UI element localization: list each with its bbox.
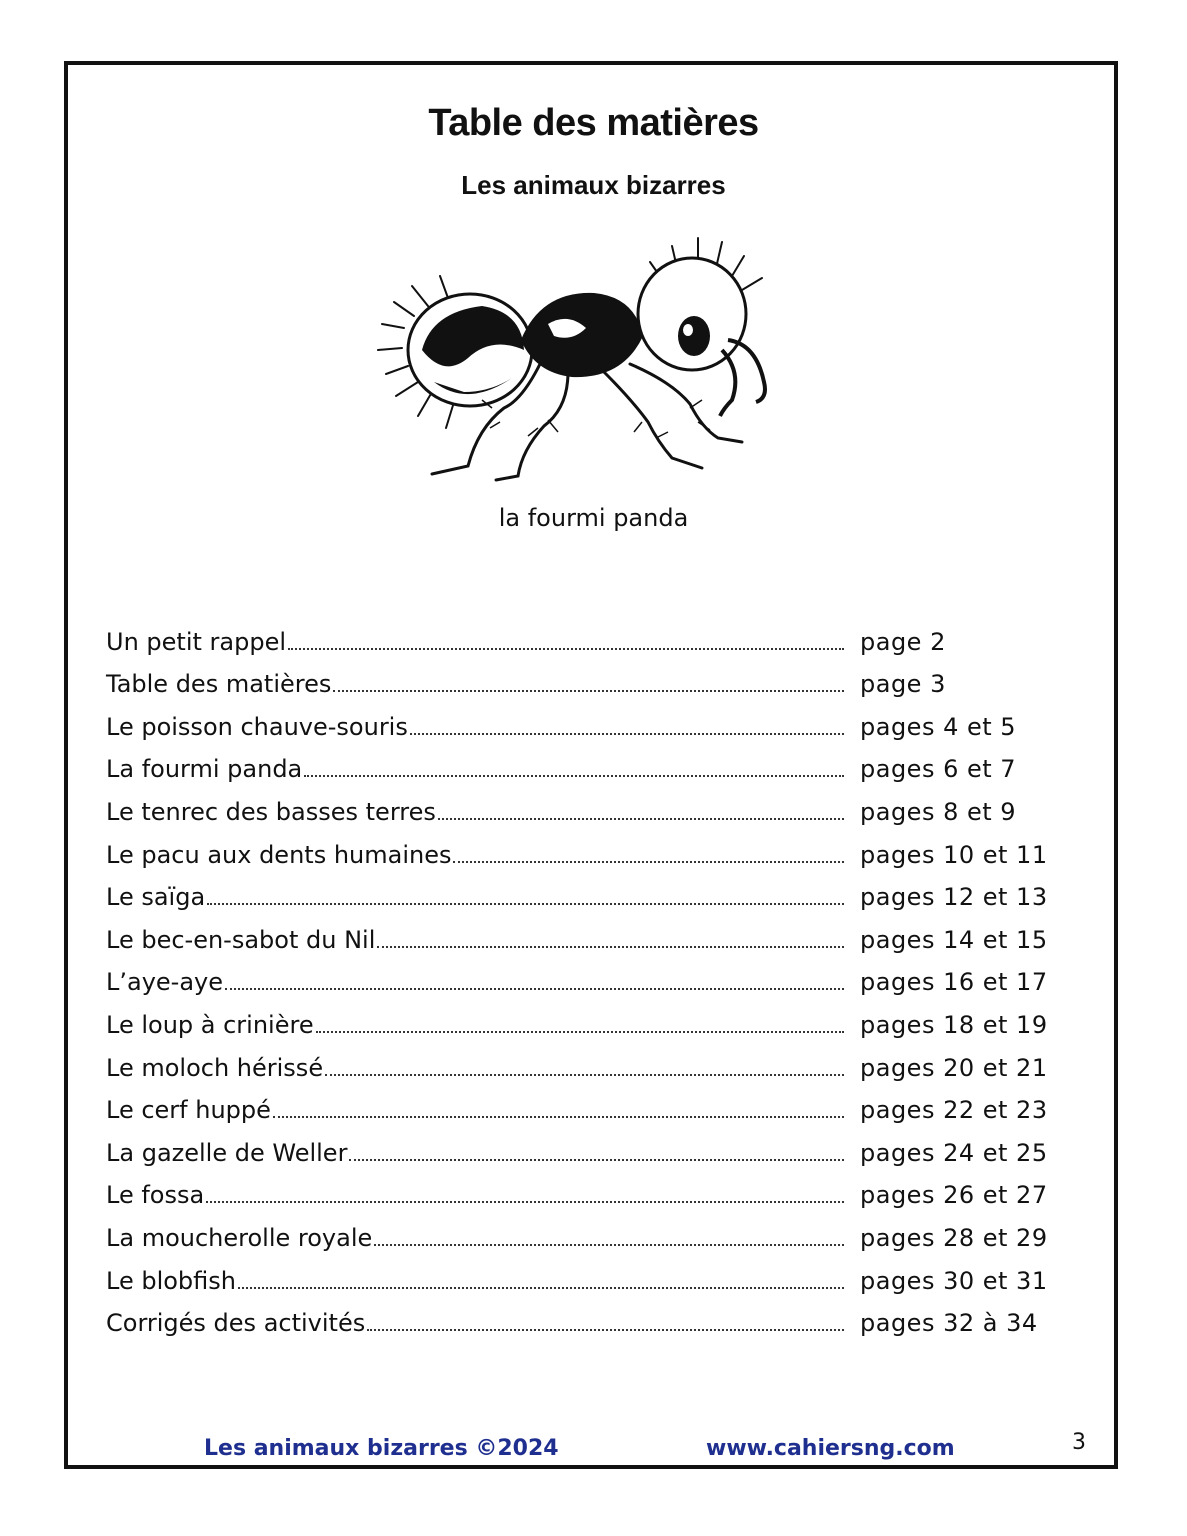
toc-row	[106, 614, 1086, 657]
toc-label: La moucherolle royale	[106, 1223, 373, 1252]
toc-row	[106, 955, 1086, 998]
dot-leader	[453, 861, 844, 863]
toc-entry	[106, 967, 846, 997]
dot-leader	[333, 690, 844, 692]
dot-leader	[374, 1244, 844, 1246]
toc-page-ref: pages 12 et 13	[860, 883, 1048, 912]
toc-page-ref: pages 18 et 19	[860, 1010, 1048, 1039]
toc-page-ref: pages 30 et 31	[860, 1266, 1048, 1295]
toc-page-ref: pages 28 et 29	[860, 1223, 1048, 1252]
toc-page-ref: pages 8 et 9	[860, 797, 1017, 826]
dot-leader	[238, 1287, 844, 1289]
toc-page-ref: pages 32 à 34	[860, 1309, 1038, 1338]
toc-label: La fourmi panda	[106, 755, 303, 784]
toc-label: Le pacu aux dents humaines	[106, 840, 452, 869]
toc-entry	[106, 669, 846, 699]
toc-label: Le blobfish	[106, 1266, 236, 1295]
toc-label: Un petit rappel	[106, 627, 286, 656]
toc-page-ref: pages 14 et 15	[860, 925, 1048, 954]
toc-entry	[106, 1266, 846, 1296]
toc-entry	[106, 840, 846, 870]
toc-label: Le tenrec des basses terres	[106, 797, 436, 826]
toc-label: Le cerf huppé	[106, 1096, 271, 1125]
toc-row	[106, 827, 1086, 870]
dot-leader	[288, 648, 844, 650]
toc-label: La gazelle de Weller	[106, 1138, 348, 1167]
toc-row	[106, 657, 1086, 700]
toc-row	[106, 784, 1086, 827]
toc-entry	[106, 797, 846, 827]
toc-row	[106, 912, 1086, 955]
toc-page-ref: pages 24 et 25	[860, 1138, 1048, 1167]
dot-leader	[325, 1074, 844, 1076]
dot-leader	[206, 1201, 844, 1203]
panda-ant-illustration	[372, 232, 792, 496]
toc-entry	[106, 627, 846, 657]
footer-website-link[interactable]: www.cahiersng.com	[706, 1436, 955, 1461]
toc-entry	[106, 882, 846, 912]
dot-leader	[367, 1329, 844, 1331]
toc-row	[106, 1040, 1086, 1083]
dot-leader	[349, 1159, 844, 1161]
dot-leader	[304, 775, 844, 777]
toc-entry	[106, 1053, 846, 1083]
footer-title: Les animaux bizarres ©2024	[204, 1436, 559, 1461]
dot-leader	[207, 903, 844, 905]
toc-row	[106, 1083, 1086, 1126]
dot-leader	[273, 1116, 844, 1118]
page-title: Table des matières	[428, 102, 759, 144]
dot-leader	[410, 733, 844, 735]
toc-row	[106, 1210, 1086, 1253]
toc-page-ref: pages 10 et 11	[860, 840, 1048, 869]
toc-entry	[106, 1180, 846, 1210]
toc-entry	[106, 925, 846, 955]
toc-entry	[106, 754, 846, 784]
toc-page-ref: page 2	[860, 627, 946, 656]
toc-label: Table des matières	[106, 670, 332, 699]
page-subtitle: Les animaux bizarres	[461, 170, 726, 200]
toc-page-ref: pages 6 et 7	[860, 755, 1017, 784]
toc-row	[106, 699, 1086, 742]
toc-row	[106, 997, 1086, 1040]
toc-entry	[106, 1138, 846, 1168]
toc-row	[106, 742, 1086, 785]
toc-entry	[106, 1308, 846, 1338]
toc-entry	[106, 712, 846, 742]
toc-label: Le loup à crinière	[106, 1010, 314, 1039]
dot-leader	[438, 818, 844, 820]
toc-entry	[106, 1095, 846, 1125]
toc-page-ref: page 3	[860, 670, 946, 699]
toc-label: Le poisson chauve-souris	[106, 712, 408, 741]
dot-leader	[377, 946, 844, 948]
dot-leader	[225, 988, 844, 990]
toc-row	[106, 1168, 1086, 1211]
toc-entry	[106, 1223, 846, 1253]
toc-label: Le moloch hérissé	[106, 1053, 324, 1082]
toc-page-ref: pages 20 et 21	[860, 1053, 1048, 1082]
toc-row	[106, 870, 1086, 913]
toc-entry	[106, 1010, 846, 1040]
toc-label: Corrigés des activités	[106, 1309, 366, 1338]
toc-label: Le fossa	[106, 1181, 205, 1210]
toc-page-ref: pages 16 et 17	[860, 968, 1048, 997]
illustration-caption: la fourmi panda	[498, 504, 689, 532]
toc-row	[106, 1253, 1086, 1296]
dot-leader	[316, 1031, 844, 1033]
toc-row	[106, 1125, 1086, 1168]
toc-label: Le saïga	[106, 883, 206, 912]
toc-page-ref: pages 26 et 27	[860, 1181, 1048, 1210]
toc-label: L’aye-aye	[106, 968, 224, 997]
toc-page-ref: pages 4 et 5	[860, 712, 1017, 741]
toc-label: Le bec-en-sabot du Nil	[106, 925, 376, 954]
toc-row	[106, 1296, 1086, 1339]
toc-page-ref: pages 22 et 23	[860, 1096, 1048, 1125]
page-number: 3	[1072, 1430, 1086, 1455]
table-of-contents	[106, 614, 1086, 1338]
